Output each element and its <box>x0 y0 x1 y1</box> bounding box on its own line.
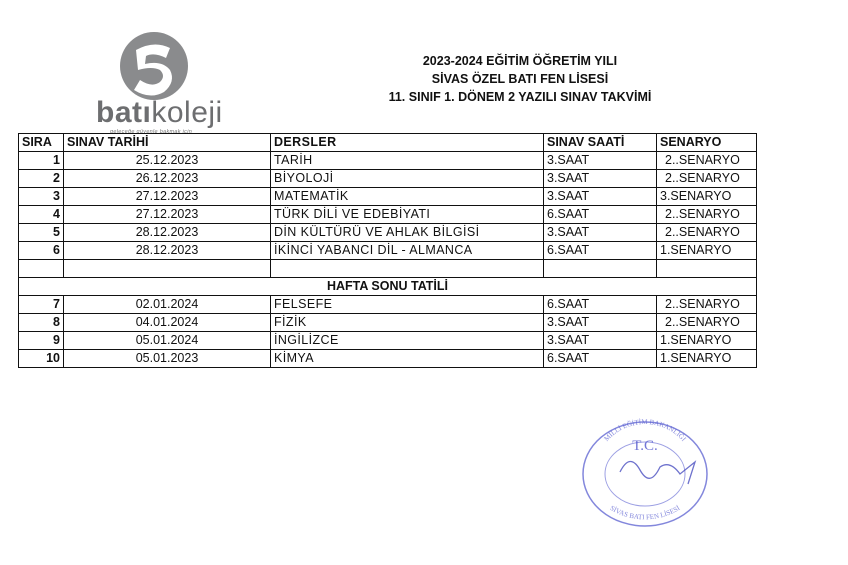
cell-senaryo: 2..SENARYO <box>657 152 757 170</box>
column-header-sira: SIRA <box>19 134 64 152</box>
column-header-date: SINAV TARİHİ <box>64 134 271 152</box>
cell-senaryo: 3.SENARYO <box>657 188 757 206</box>
cell-date: 25.12.2023 <box>64 152 271 170</box>
cell-senaryo: 2..SENARYO <box>657 314 757 332</box>
table-row <box>19 224 757 242</box>
cell-ders: FİZİK <box>271 314 544 332</box>
cell-senaryo: 2..SENARYO <box>657 296 757 314</box>
cell-senaryo: 2..SENARYO <box>657 170 757 188</box>
break-row <box>19 278 757 296</box>
cell-date: 28.12.2023 <box>64 242 271 260</box>
cell-empty <box>19 260 64 278</box>
empty-row <box>19 260 757 278</box>
cell-sira: 5 <box>19 224 64 242</box>
column-header-senaryo: SENARYO <box>657 134 757 152</box>
logo-numeral-icon <box>118 30 190 102</box>
table-row <box>19 332 757 350</box>
cell-ders: TARİH <box>271 152 544 170</box>
cell-date: 04.01.2024 <box>64 314 271 332</box>
column-header-saat: SINAV SAATİ <box>544 134 657 152</box>
cell-saat: 3.SAAT <box>544 224 657 242</box>
cell-ders: TÜRK DİLİ VE EDEBİYATI <box>271 206 544 224</box>
cell-saat: 3.SAAT <box>544 152 657 170</box>
cell-sira: 9 <box>19 332 64 350</box>
cell-sira: 2 <box>19 170 64 188</box>
cell-date: 27.12.2023 <box>64 206 271 224</box>
cell-saat: 6.SAAT <box>544 206 657 224</box>
cell-saat: 6.SAAT <box>544 242 657 260</box>
cell-senaryo: 2..SENARYO <box>657 206 757 224</box>
cell-senaryo: 2..SENARYO <box>657 224 757 242</box>
cell-sira: 4 <box>19 206 64 224</box>
header-year: 2023-2024 EĞİTİM ÖĞRETİM YILI <box>422 54 618 68</box>
cell-empty <box>544 260 657 278</box>
logo-wordmark: batıkoleji <box>96 96 223 129</box>
cell-sira: 8 <box>19 314 64 332</box>
cell-empty <box>64 260 271 278</box>
cell-sira: 10 <box>19 350 64 368</box>
cell-saat: 3.SAAT <box>544 170 657 188</box>
table-row <box>19 350 757 368</box>
table-header-row <box>19 134 757 152</box>
cell-date: 27.12.2023 <box>64 188 271 206</box>
cell-empty <box>271 260 544 278</box>
exam-schedule-table <box>18 133 757 368</box>
cell-ders: MATEMATİK <box>271 188 544 206</box>
cell-date: 28.12.2023 <box>64 224 271 242</box>
cell-saat: 3.SAAT <box>544 314 657 332</box>
cell-saat: 3.SAAT <box>544 332 657 350</box>
table-row <box>19 206 757 224</box>
logo-tagline: geleceğe güvenle bakmak için <box>110 129 193 135</box>
cell-senaryo: 1.SENARYO <box>657 350 757 368</box>
table-row <box>19 170 757 188</box>
cell-ders: DİN KÜLTÜRÜ VE AHLAK BİLGİSİ <box>271 224 544 242</box>
school-logo <box>96 30 246 135</box>
cell-ders: İKİNCİ YABANCI DİL - ALMANCA <box>271 242 544 260</box>
cell-sira: 1 <box>19 152 64 170</box>
table-row <box>19 242 757 260</box>
cell-ders: İNGİLİZCE <box>271 332 544 350</box>
table-row <box>19 152 757 170</box>
cell-sira: 7 <box>19 296 64 314</box>
cell-date: 05.01.2024 <box>64 332 271 350</box>
header-school: SİVAS ÖZEL BATI FEN LİSESİ <box>431 72 609 86</box>
cell-sira: 6 <box>19 242 64 260</box>
document-header <box>300 52 740 106</box>
cell-senaryo: 1.SENARYO <box>657 242 757 260</box>
cell-ders: KİMYA <box>271 350 544 368</box>
cell-saat: 6.SAAT <box>544 296 657 314</box>
cell-ders: BİYOLOJİ <box>271 170 544 188</box>
cell-date: 02.01.2024 <box>64 296 271 314</box>
table-row <box>19 188 757 206</box>
stamp-ring-text: MİLLİ EĞİTİM BAKANLIĞI <box>602 417 688 443</box>
cell-date: 26.12.2023 <box>64 170 271 188</box>
table-row <box>19 296 757 314</box>
header-title: 11. SINIF 1. DÖNEM 2 YAZILI SINAV TAKVİMİ <box>388 90 652 104</box>
stamp-bottom-text: SİVAS BATI FEN LİSESİ <box>608 503 682 522</box>
cell-sira: 3 <box>19 188 64 206</box>
column-header-ders: DERSLER <box>271 134 544 152</box>
cell-saat: 6.SAAT <box>544 350 657 368</box>
cell-saat: 3.SAAT <box>544 188 657 206</box>
cell-date: 05.01.2023 <box>64 350 271 368</box>
cell-senaryo: 1.SENARYO <box>657 332 757 350</box>
table-row <box>19 314 757 332</box>
stamp-center-text: T.C. <box>632 438 658 454</box>
cell-empty <box>657 260 757 278</box>
break-label: HAFTA SONU TATİLİ <box>19 278 757 296</box>
cell-ders: FELSEFE <box>271 296 544 314</box>
official-stamp <box>560 412 730 532</box>
